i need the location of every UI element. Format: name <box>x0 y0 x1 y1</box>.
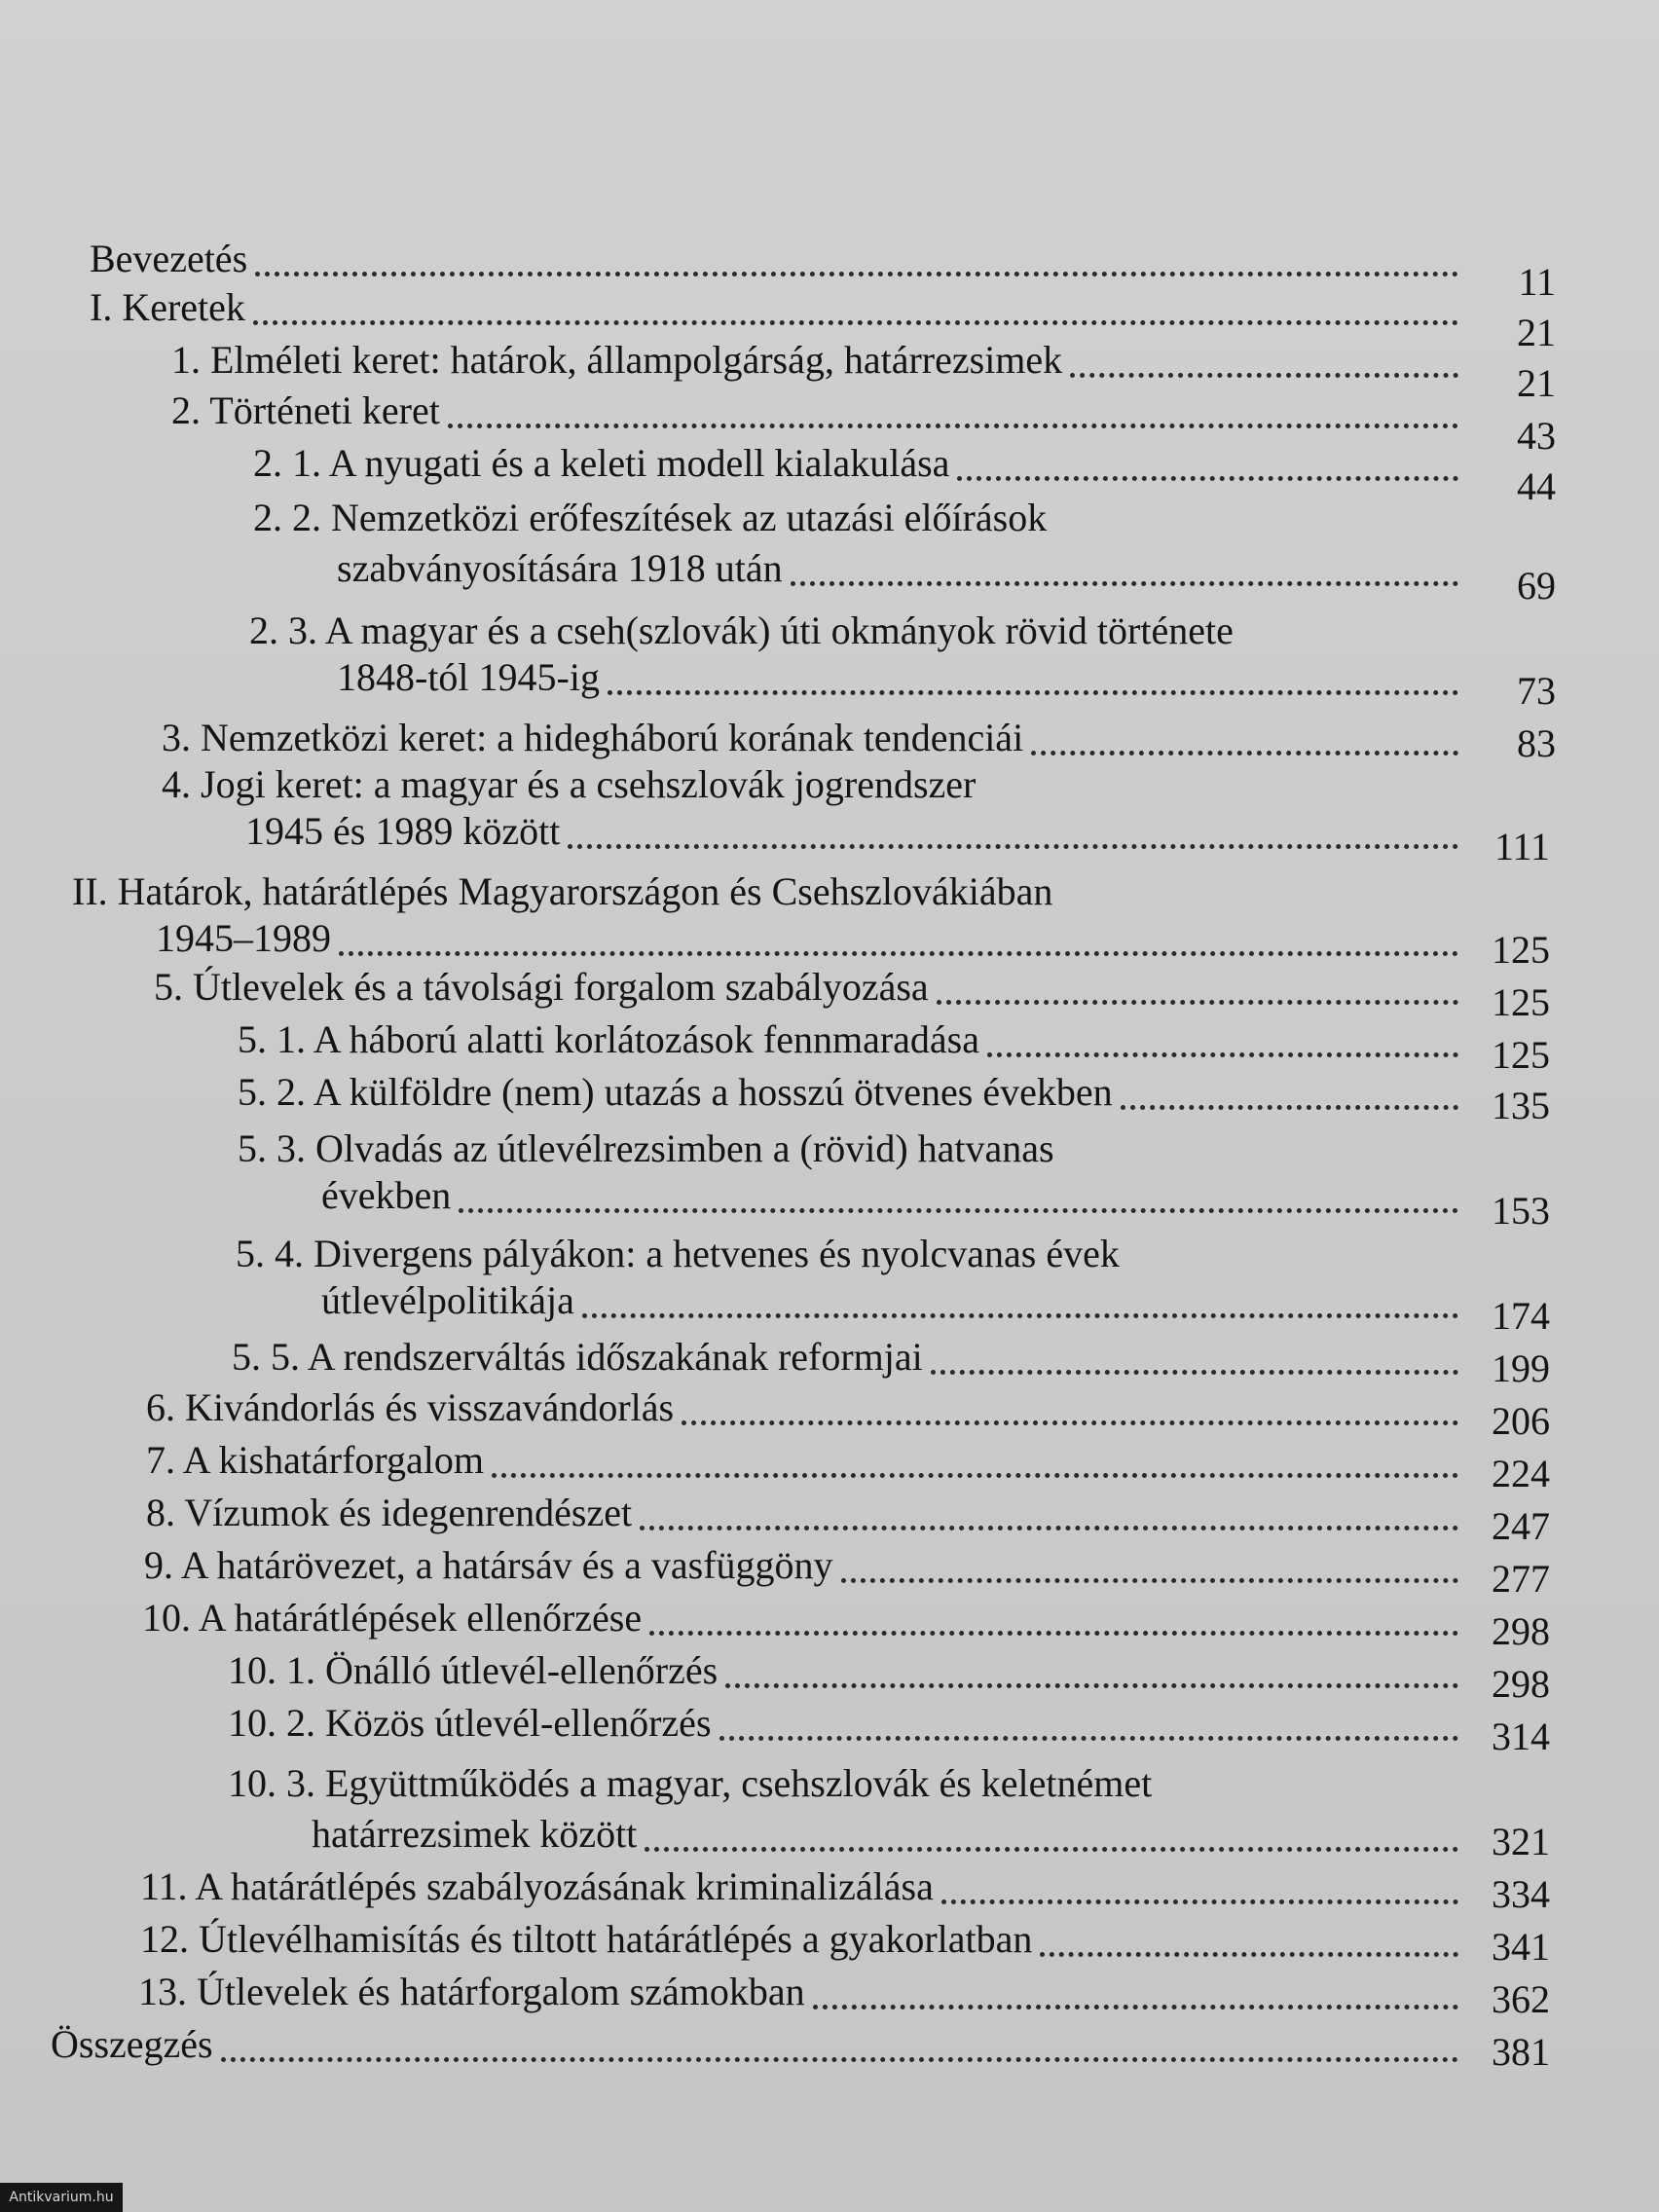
toc-entry: 5. 1. A háború alatti korlátozások fennmaradása <box>238 1016 1472 1063</box>
toc-entry: 2. 3. A magyar és a cseh(szlovák) úti okmányok rövid története <box>249 608 1234 652</box>
leader-dots <box>957 447 1458 481</box>
page-number: 111 <box>1493 825 1550 868</box>
toc-entry-continuation: szabványosítására 1918 után <box>337 545 1472 592</box>
toc-entry: 3. Nemzetközi keret: a hidegháború korának tendenciái <box>162 715 1472 761</box>
leader-dots <box>1040 1923 1458 1957</box>
toc-entry: 5. 2. A külföldre (nem) utazás a hosszú ötvenes években <box>238 1069 1472 1116</box>
toc-entry: 10. 1. Önálló útlevél-ellenőrzés <box>228 1647 1472 1694</box>
toc-entry: II. Határok, határátlépés Magyarországon és Csehszlovákiában <box>72 869 1053 913</box>
leader-dots <box>255 242 1458 276</box>
page-number: 199 <box>1492 1346 1550 1390</box>
page-number: 21 <box>1517 361 1556 405</box>
leader-dots <box>253 291 1458 325</box>
page-number: 125 <box>1492 980 1550 1024</box>
leader-dots <box>492 1444 1458 1478</box>
toc-entry-continuation: 1945–1989 <box>156 915 1472 962</box>
toc-entry: 10. 3. Együttműködés a magyar, csehszlovák és keletnémet <box>228 1761 1153 1805</box>
page-number: 334 <box>1492 1872 1550 1916</box>
toc-entry: 9. A határövezet, a határsáv és a vasfüggöny <box>144 1542 1472 1589</box>
toc-entry-continuation: útlevélpolitikája <box>321 1277 1472 1324</box>
page-number: 83 <box>1517 721 1556 765</box>
leader-dots <box>791 552 1458 586</box>
toc-entry: I. Keretek <box>90 284 1472 331</box>
toc-entry-continuation: években <box>321 1172 1472 1219</box>
toc-entry: 2. Történeti keret <box>171 387 1472 434</box>
toc-entry: 10. 2. Közös útlevél-ellenőrzés <box>228 1700 1472 1747</box>
toc-entry: 13. Útlevelek és határforgalom számokban <box>138 1969 1472 2015</box>
watermark: Antikvarium.hu <box>0 2183 123 2212</box>
toc-entry-continuation: 1848-tól 1945-ig <box>337 654 1472 701</box>
page-number: 224 <box>1492 1452 1550 1495</box>
leader-dots <box>1070 344 1458 378</box>
toc-entry-continuation: határrezsimek között <box>312 1811 1472 1858</box>
toc-entry: 12. Útlevélhamisítás és tiltott határátlépés a gyakorlatban <box>140 1916 1472 1963</box>
page-number: 277 <box>1492 1557 1550 1601</box>
page-number: 174 <box>1492 1294 1550 1338</box>
leader-dots <box>725 1654 1458 1688</box>
page-number: 206 <box>1492 1399 1550 1443</box>
leader-dots <box>221 2028 1458 2062</box>
toc-entry: 5. 3. Olvadás az útlevélrezsimben a (rövid) hatvanas <box>238 1126 1054 1170</box>
toc-entry: Összegzés <box>51 2021 1472 2068</box>
leader-dots <box>941 1870 1458 1904</box>
leader-dots <box>582 1284 1458 1318</box>
leader-dots <box>640 1496 1458 1530</box>
page-number: 125 <box>1492 1033 1550 1077</box>
toc-entry: Bevezetés <box>90 236 1472 282</box>
leader-dots <box>649 1602 1458 1636</box>
page-number: 247 <box>1492 1504 1550 1548</box>
leader-dots <box>719 1707 1458 1741</box>
page-number: 69 <box>1517 564 1556 608</box>
toc-entry: 5. 5. A rendszerváltás időszakának reformjai <box>232 1334 1472 1381</box>
page-number: 153 <box>1492 1189 1550 1233</box>
toc-entry: 11. A határátlépés szabályozásának kriminalizálása <box>140 1863 1472 1910</box>
toc-entry: 1. Elméleti keret: határok, állampolgárság, határrezsimek <box>171 337 1472 384</box>
leader-dots <box>645 1818 1458 1852</box>
page-number: 321 <box>1492 1820 1550 1863</box>
leader-dots <box>813 1975 1458 2009</box>
page-number: 125 <box>1492 928 1550 972</box>
leader-dots <box>1031 721 1458 756</box>
leader-dots <box>1121 1076 1458 1110</box>
page-number: 314 <box>1492 1714 1550 1758</box>
leader-dots <box>931 1341 1458 1375</box>
page-number: 21 <box>1517 311 1556 354</box>
page-number: 298 <box>1492 1662 1550 1706</box>
leader-dots <box>841 1549 1458 1583</box>
page-number: 73 <box>1517 669 1556 713</box>
page-number: 135 <box>1492 1084 1550 1127</box>
page-number: 298 <box>1492 1609 1550 1653</box>
toc-entry: 6. Kivándorlás és visszavándorlás <box>146 1384 1472 1431</box>
leader-dots <box>987 1023 1458 1057</box>
leader-dots <box>608 661 1458 695</box>
leader-dots <box>568 815 1458 849</box>
leader-dots <box>937 971 1458 1005</box>
page-number: 381 <box>1492 2030 1550 2074</box>
toc-entry: 4. Jogi keret: a magyar és a csehszlovák jogrendszer <box>162 762 977 806</box>
page-number: 11 <box>1518 260 1556 304</box>
toc-entry: 5. Útlevelek és a távolsági forgalom szabályozása <box>154 964 1472 1011</box>
toc-entry: 2. 2. Nemzetközi erőfeszítések az utazási előírások <box>253 496 1048 539</box>
page-number: 43 <box>1517 414 1556 458</box>
toc-entry-continuation: 1945 és 1989 között <box>245 808 1472 855</box>
page-number: 362 <box>1492 1977 1550 2021</box>
leader-dots <box>448 394 1458 428</box>
toc-entry: 7. A kishatárforgalom <box>146 1437 1472 1484</box>
page-number: 341 <box>1492 1925 1550 1969</box>
leader-dots <box>339 922 1458 956</box>
leader-dots <box>682 1391 1458 1425</box>
toc-entry: 2. 1. A nyugati és a keleti modell kialakulása <box>253 440 1472 487</box>
toc-entry: 5. 4. Divergens pályákon: a hetvenes és nyolcvanas évek <box>236 1232 1120 1275</box>
toc-entry: 10. A határátlépések ellenőrzése <box>142 1595 1472 1641</box>
leader-dots <box>459 1179 1458 1213</box>
toc-entry: 8. Vízumok és idegenrendészet <box>146 1490 1472 1536</box>
page-number: 44 <box>1517 464 1556 508</box>
